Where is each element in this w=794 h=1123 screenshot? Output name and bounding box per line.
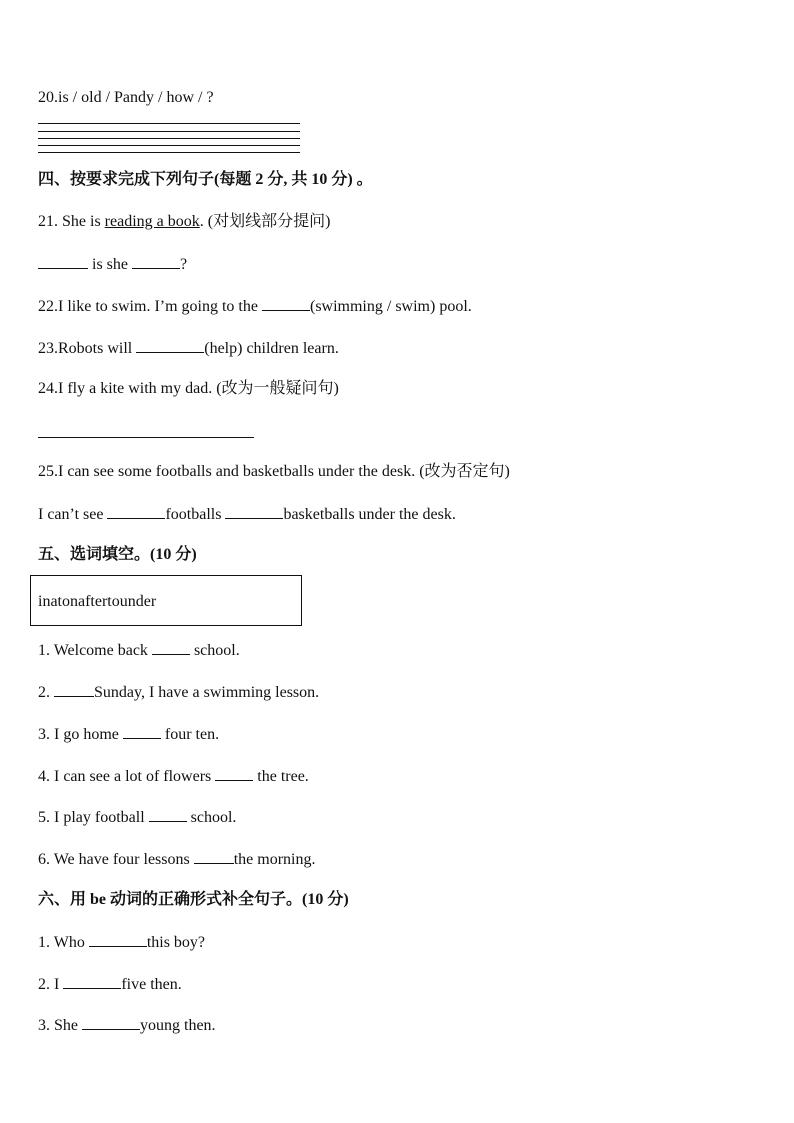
question-25-answer: [38, 504, 456, 525]
blank[interactable]: [54, 682, 94, 697]
section-6-heading: 六、用 be 动词的正确形式补全句子。(10 分): [38, 891, 349, 908]
q21-underlined-phrase: reading a book: [104, 213, 200, 230]
question-text: 3. She: [38, 1017, 82, 1034]
question-25: 25.I can see some footballs and basketballs under the desk. (改为否定句): [38, 463, 510, 480]
question-text: this boy?: [146, 934, 206, 951]
question-text: 1. Welcome back: [38, 642, 152, 659]
q23-after: (help) children learn.: [204, 340, 339, 357]
word-bank-box: [30, 575, 302, 626]
q25-part2: footballs: [165, 506, 226, 523]
question-23: [38, 338, 339, 359]
blank[interactable]: [82, 1015, 140, 1030]
q25-part3: basketballs under the desk.: [283, 506, 456, 523]
q21-answer-end: ?: [180, 256, 188, 273]
question-text: five then.: [121, 976, 182, 993]
s6-question-2: [38, 974, 182, 995]
s5-question-4: [38, 766, 309, 787]
question-22: [38, 296, 472, 317]
answer-line[interactable]: [38, 138, 300, 139]
blank[interactable]: [225, 504, 283, 519]
question-text: school.: [186, 809, 237, 826]
question-text: 5. I play football: [38, 809, 149, 826]
blank[interactable]: [63, 974, 121, 989]
s5-question-3: [38, 724, 219, 745]
blank[interactable]: [152, 640, 190, 655]
question-text: 6. We have four lessons: [38, 851, 194, 868]
question-text: the morning.: [233, 851, 316, 868]
question-text: four ten.: [160, 726, 220, 743]
answer-line[interactable]: [38, 145, 300, 146]
blank[interactable]: [215, 766, 253, 781]
question-text: young then.: [140, 1017, 216, 1034]
blank[interactable]: [107, 504, 165, 519]
question-text: Sunday, I have a swimming lesson.: [94, 684, 320, 701]
section-5-heading: 五、选词填空。(10 分): [38, 546, 197, 563]
q22-before: 22.I like to swim. I’m going to the: [38, 298, 262, 315]
q21-answer-text: is she: [92, 256, 128, 273]
blank[interactable]: [149, 807, 187, 822]
q21-suffix: . (对划线部分提问): [199, 213, 331, 230]
blank[interactable]: [89, 932, 147, 947]
blank[interactable]: [262, 296, 310, 311]
q22-after: (swimming / swim) pool.: [309, 298, 472, 315]
question-21-answer: [38, 254, 187, 275]
question-text: the tree.: [253, 768, 309, 785]
s6-question-3: [38, 1015, 216, 1036]
word-bank-text: inatonaftertounder: [38, 593, 157, 610]
blank[interactable]: [132, 254, 180, 269]
question-24: 24.I fly a kite with my dad. (改为一般疑问句): [38, 380, 339, 397]
blank[interactable]: [136, 338, 204, 353]
answer-line[interactable]: [38, 123, 300, 124]
s5-question-5: [38, 807, 236, 828]
s5-question-1: [38, 640, 240, 661]
answer-line[interactable]: [38, 437, 254, 438]
question-text: 2. I: [38, 976, 64, 993]
blank[interactable]: [194, 849, 234, 864]
question-20: 20.is / old / Pandy / how / ?: [38, 89, 214, 106]
question-text: 3. I go home: [38, 726, 123, 743]
answer-line[interactable]: [38, 131, 300, 132]
question-text: school.: [189, 642, 240, 659]
question-text: 4. I can see a lot of flowers: [38, 768, 216, 785]
answer-line[interactable]: [38, 152, 300, 153]
s5-question-6: [38, 849, 315, 870]
s6-question-1: [38, 932, 205, 953]
section-4-heading: 四、按要求完成下列句子(每题 2 分, 共 10 分) 。: [38, 171, 373, 188]
question-21: [38, 212, 330, 232]
blank[interactable]: [123, 724, 161, 739]
question-text: 2.: [38, 684, 54, 701]
q23-before: 23.Robots will: [38, 340, 137, 357]
q21-prefix: 21. She is: [38, 213, 105, 230]
q25-part1: I can’t see: [38, 506, 108, 523]
question-text: 1. Who: [38, 934, 89, 951]
blank[interactable]: [38, 254, 88, 269]
s5-question-2: [38, 682, 319, 703]
